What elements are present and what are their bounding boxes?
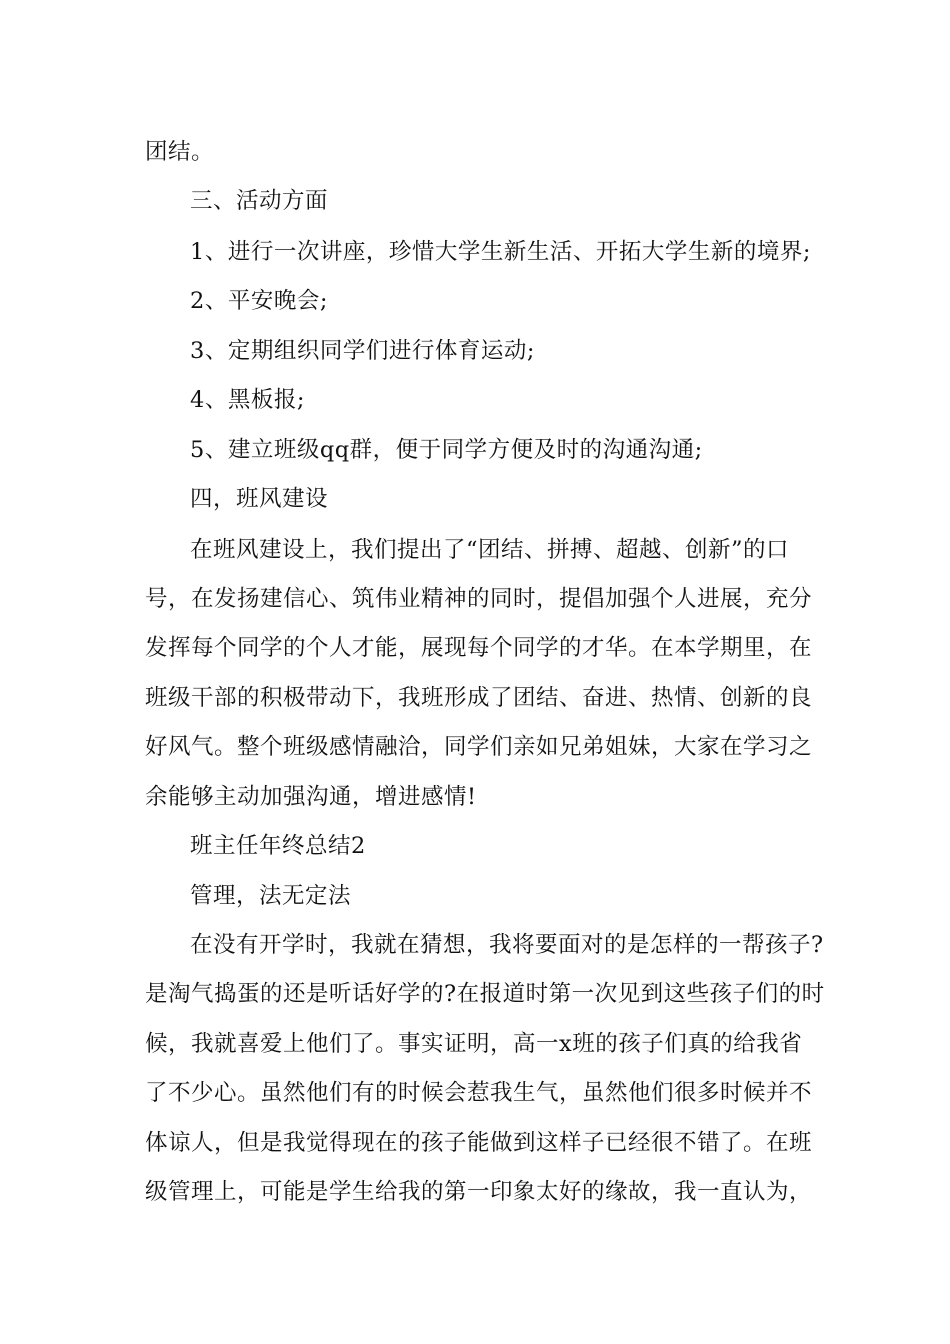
paragraph-line: 班级干部的积极带动下，我班形成了团结、奋进、热情、创新的良 bbox=[145, 685, 813, 711]
paragraph-line: 在班风建设上，我们提出了“团结、拼搏、超越、创新”的口 bbox=[190, 537, 790, 563]
list-item: 1、进行一次讲座，珍惜大学生新生活、开拓大学生新的境界; bbox=[190, 239, 811, 265]
list-item: 3、定期组织同学们进行体育运动; bbox=[190, 338, 535, 364]
paragraph-line: 团结。 bbox=[145, 139, 215, 165]
list-item: 2、平安晚会; bbox=[190, 288, 328, 314]
paragraph-line: 是淘气捣蛋的还是听话好学的?在报道时第一次见到这些孩子们的时 bbox=[145, 981, 825, 1007]
paragraph-line: 发挥每个同学的个人才能，展现每个同学的才华。在本学期里，在 bbox=[145, 635, 813, 661]
paragraph-line: 在没有开学时，我就在猜想，我将要面对的是怎样的一帮孩子? bbox=[190, 932, 824, 958]
paragraph-line: 了不少心。虽然他们有的时候会惹我生气，虽然他们很多时候并不 bbox=[145, 1080, 813, 1106]
paragraph-line: 级管理上，可能是学生给我的第一印象太好的缘故，我一直认为， bbox=[145, 1179, 813, 1205]
section-heading-activities: 三、活动方面 bbox=[190, 188, 329, 214]
section-heading-class-style: 四，班风建设 bbox=[190, 486, 329, 512]
paragraph-line: 余能够主动加强沟通，增进感情! bbox=[145, 784, 477, 810]
paragraph-line: 好风气。整个班级感情融洽，同学们亲如兄弟姐妹，大家在学习之 bbox=[145, 734, 813, 760]
paragraph-line: 号，在发扬建信心、筑伟业精神的同时，提倡加强个人进展，充分 bbox=[145, 586, 813, 612]
paragraph-line: 体谅人，但是我觉得现在的孩子能做到这样子已经很不错了。在班 bbox=[145, 1130, 813, 1156]
article-subtitle: 管理，法无定法 bbox=[190, 883, 352, 909]
article-title: 班主任年终总结2 bbox=[190, 833, 366, 859]
list-item: 4、黑板报; bbox=[190, 387, 305, 413]
list-item: 5、建立班级qq群，便于同学方便及时的沟通沟通; bbox=[190, 437, 703, 463]
paragraph-line: 候，我就喜爱上他们了。事实证明，高一x班的孩子们真的给我省 bbox=[145, 1031, 803, 1057]
